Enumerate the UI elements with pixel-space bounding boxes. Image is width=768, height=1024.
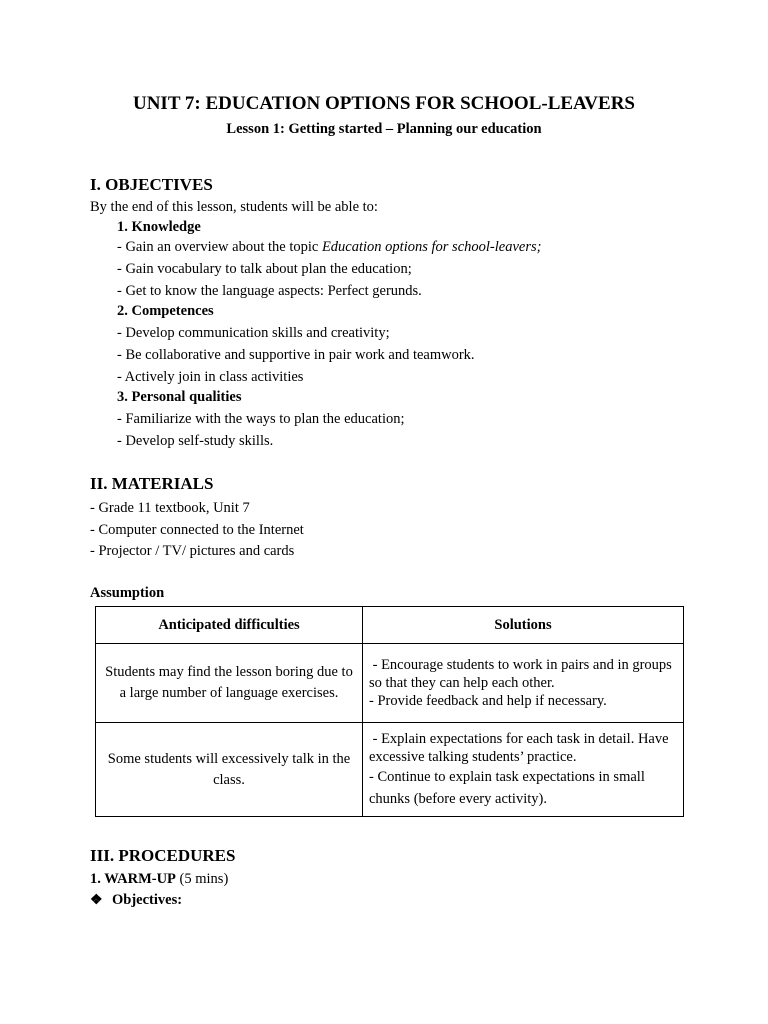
qualities-item-2: - Develop self-study skills. <box>117 433 274 449</box>
diamond-bullet-icon: ❖ <box>90 893 103 908</box>
objectives-intro: By the end of this lesson, students will be able to: <box>90 199 378 215</box>
knowledge-item-2: - Gain vocabulary to talk about plan the education; <box>117 261 412 277</box>
column-header-solutions: Solutions <box>363 607 684 644</box>
table-row <box>96 723 684 817</box>
qualities-heading: 3. Personal qualities <box>117 389 242 405</box>
materials-heading: II. MATERIALS <box>90 474 214 493</box>
warmup-line <box>90 871 228 888</box>
warmup-time: (5 mins) <box>175 871 229 887</box>
competences-item-3: - Actively join in class activities <box>117 369 304 385</box>
knowledge-item-1 <box>117 239 541 256</box>
column-header-difficulties: Anticipated difficulties <box>96 607 363 644</box>
competences-item-1: - Develop communication skills and creativity; <box>117 325 390 341</box>
solution-line: - Encourage students to work in pairs and in groups so that they can help each other. <box>369 657 676 691</box>
assumption-table <box>95 606 684 817</box>
objectives-bullet-line <box>90 892 182 909</box>
difficulty-cell: Some students will excessively talk in the class. <box>96 723 363 817</box>
table-row <box>96 644 684 723</box>
solution-cell <box>363 644 684 723</box>
warmup-label: 1. WARM-UP <box>90 871 176 887</box>
unit-title: UNIT 7: EDUCATION OPTIONS FOR SCHOOL-LEAVERS <box>132 93 635 114</box>
difficulty-cell: Students may find the lesson boring due to a large number of language exercises. <box>96 644 363 723</box>
materials-item-1: - Grade 11 textbook, Unit 7 <box>90 500 250 516</box>
materials-item-3: - Projector / TV/ pictures and cards <box>90 543 295 559</box>
knowledge-item-3: - Get to know the language aspects: Perfect gerunds. <box>117 283 422 299</box>
knowledge-item-1-text: - Gain an overview about the topic <box>117 239 322 255</box>
competences-heading: 2. Competences <box>117 303 214 319</box>
warmup-objectives-label: Objectives: <box>112 892 183 908</box>
solution-line: - Provide feedback and help if necessary. <box>369 693 607 709</box>
procedures-heading: III. PROCEDURES <box>90 846 236 865</box>
qualities-item-1: - Familiarize with the ways to plan the education; <box>117 411 405 427</box>
solution-cell <box>363 723 684 817</box>
table-header-row <box>96 607 684 644</box>
assumption-label: Assumption <box>90 585 165 601</box>
lesson-subtitle: Lesson 1: Getting started – Planning our education <box>226 121 542 137</box>
competences-item-2: - Be collaborative and supportive in pair work and teamwork. <box>117 347 475 363</box>
materials-item-2: - Computer connected to the Internet <box>90 522 304 538</box>
solution-line: - Continue to explain task expectations in small chunks (before every activity). <box>369 768 645 807</box>
objectives-heading: I. OBJECTIVES <box>90 175 213 194</box>
knowledge-heading: 1. Knowledge <box>117 219 201 235</box>
solution-line: - Explain expectations for each task in detail. Have excessive talking students’ practice. <box>369 730 673 765</box>
knowledge-item-1-topic: Education options for school-leavers; <box>321 239 542 255</box>
